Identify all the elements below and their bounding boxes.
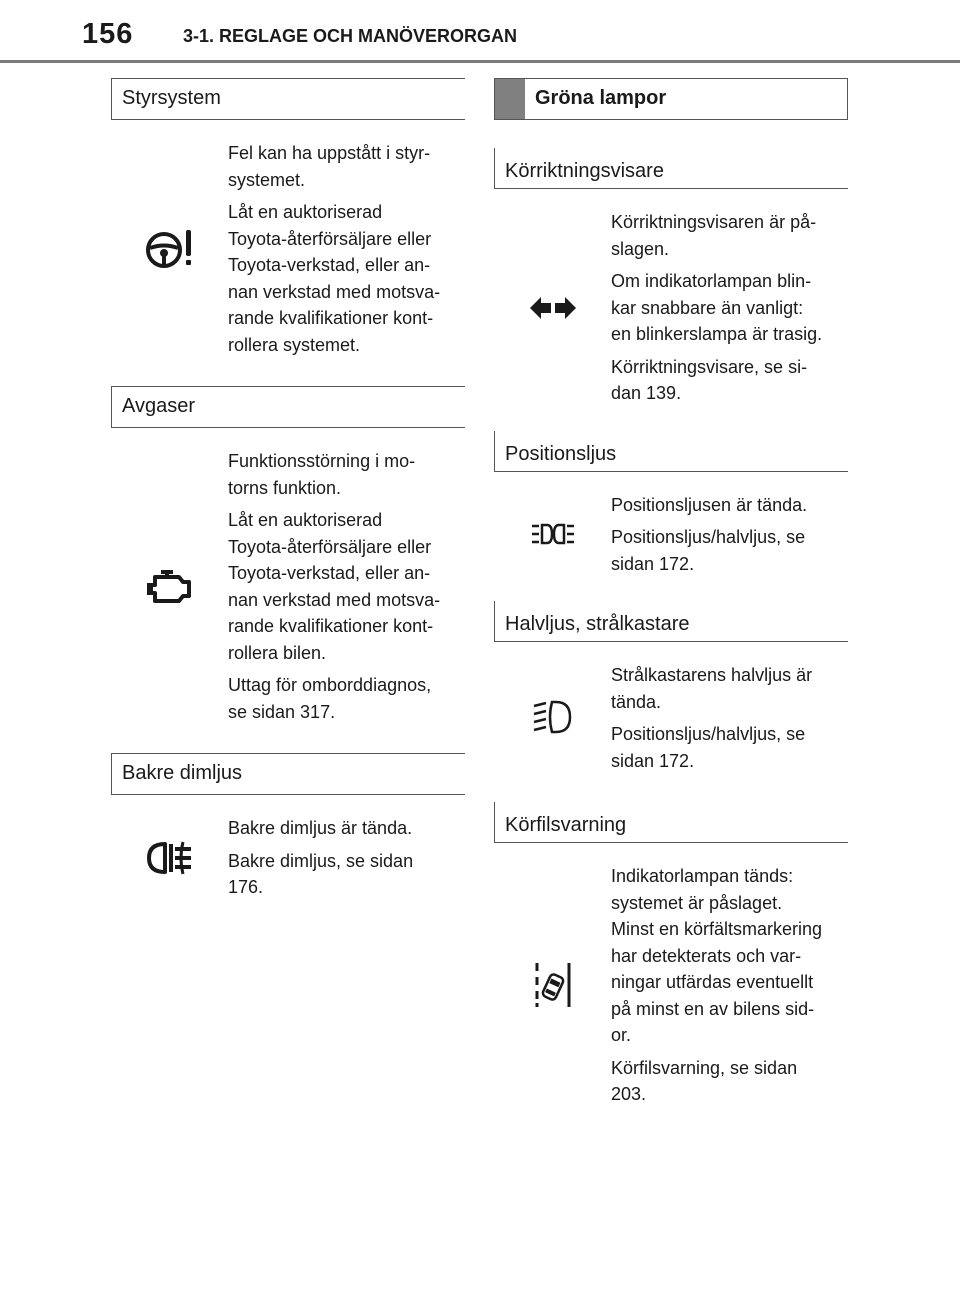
section-title: Positionsljus: [505, 442, 617, 465]
section-title: Halvljus, strålkastare: [505, 613, 690, 635]
rear-fog-light-icon: [145, 840, 195, 876]
section-heading: [494, 802, 848, 843]
section-title: Styrsystem: [122, 87, 221, 109]
description-text: Fel kan ha uppstått i styr- systemet.: [228, 143, 431, 190]
section-positionsljus: [494, 431, 848, 578]
section-korriktningsvisare: [494, 148, 848, 407]
heading-tab: [495, 79, 525, 119]
description-text: Körriktningsvisaren är på- slagen.: [611, 212, 817, 259]
description-text: Uttag för omborddiagnos, se sidan 317.: [228, 675, 432, 722]
description-text: Låt en auktoriserad Toyota-återförsäljare eller Toyota-verkstad, eller an- nan verkstad med motsva- rande kvalifikationer kont- rollera bilen.: [228, 510, 441, 663]
page-header: [0, 0, 960, 64]
description-text: Positionsljus/halvljus, se sidan 172.: [611, 724, 806, 771]
description-text: Positionsljus/halvljus, se sidan 172.: [611, 527, 806, 574]
indicator-entry: [111, 120, 465, 358]
left-column: [111, 78, 465, 919]
indicator-entry: [111, 795, 465, 901]
section-heading: [494, 148, 848, 189]
description-text: Funktionsstörning i mo- torns funktion.: [228, 451, 416, 498]
section-heading: [111, 386, 465, 428]
description-text: Låt en auktoriserad Toyota-återförsäljare eller Toyota-verkstad, eller an- nan verkstad med motsva- rande kvalifikationer kont- rollera systemet.: [228, 202, 441, 355]
section-heading: [111, 753, 465, 795]
description-text: Om indikatorlampan blin- kar snabbare än vanligt: en blinkerslampa är trasig.: [611, 271, 823, 344]
group-heading: [494, 78, 848, 120]
section-heading: [494, 431, 848, 472]
lane-departure-icon: [533, 961, 573, 1009]
position-light-icon: [530, 522, 576, 546]
check-engine-icon: [147, 569, 193, 605]
section-heading: [111, 78, 465, 120]
section-korfilsvarning: [494, 802, 848, 1108]
description-text: Positionsljusen är tända.: [611, 494, 808, 515]
section-title: Bakre dimljus: [122, 762, 243, 784]
section-title: Körfilsvarning: [505, 814, 627, 836]
section-title: Avgaser: [122, 395, 196, 417]
page-number: 156: [82, 18, 134, 50]
indicator-entry: [494, 642, 848, 774]
indicator-entry: [494, 189, 848, 407]
section-styrsystem: [111, 78, 465, 358]
group-title: Gröna lampor: [535, 87, 667, 109]
indicator-entry: [494, 843, 848, 1108]
indicator-entry: [494, 472, 848, 578]
section-heading: [494, 601, 848, 642]
chapter-title: 3-1. REGLAGE OCH MANÖVERORGAN: [183, 26, 518, 46]
turn-signal-icon: [528, 295, 578, 321]
indicator-entry: [111, 428, 465, 725]
header-divider: [0, 60, 960, 63]
steering-warning-icon: [144, 226, 196, 272]
description-text: Körfilsvarning, se sidan 203.: [611, 1057, 798, 1104]
description-text: Bakre dimljus, se sidan 176.: [228, 850, 414, 897]
section-avgaser: [111, 386, 465, 725]
section-halvljus: [494, 601, 848, 774]
description-text: Körriktningsvisare, se si- dan 139.: [611, 356, 808, 403]
section-title: Körriktningsvisare: [505, 160, 664, 182]
low-beam-icon: [532, 698, 574, 738]
description-text: Indikatorlampan tänds: systemet är påslaget. Minst en körfältsmarkering har detekterats och var- ningar utfärdas eventuellt på minst en av bilens sid- or.: [611, 866, 823, 1045]
description-text: Strålkastarens halvljus är tända.: [611, 665, 813, 712]
right-column: [494, 78, 848, 1108]
description-text: Bakre dimljus är tända.: [228, 818, 413, 838]
section-bakre-dimljus: [111, 753, 465, 901]
